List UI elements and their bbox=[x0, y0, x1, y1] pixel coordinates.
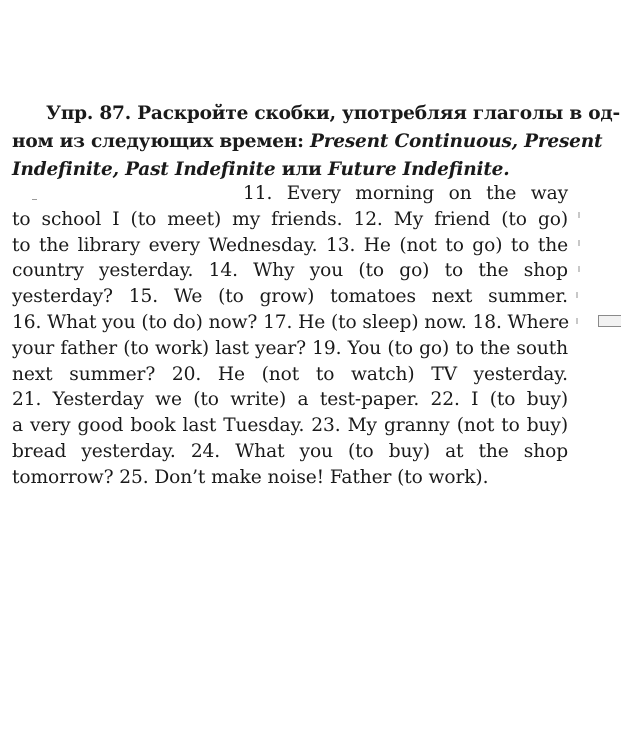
tense-indefinite-past: Indefinite, Past Indefinite bbox=[12, 159, 276, 180]
exercise-line: your father (to work) last year? 19. You (to go) to the south bbox=[12, 337, 568, 359]
heading-line-3 bbox=[12, 156, 578, 184]
margin-mark bbox=[576, 318, 578, 324]
exercise-line: to the library every Wednesday. 13. He (not to go) to the bbox=[12, 234, 568, 256]
exercise-line: 21. Yesterday we (to write) a test-paper. 22. I (to buy) bbox=[12, 389, 568, 411]
exercise-line: tomorrow? 25. Don’t make noise! Father (to work). bbox=[12, 466, 489, 488]
exercise-line: to school I (to meet) my friends. 12. My friend (to go) bbox=[12, 208, 568, 230]
heading-period: . bbox=[503, 159, 510, 180]
margin-mark bbox=[578, 240, 580, 246]
heading-line-1-text: Упр. 87. Раскройте скобки, употребляя глаголы в од- bbox=[46, 103, 621, 124]
heading-line-2 bbox=[12, 128, 603, 156]
exercise-line: yesterday? 15. We (to grow) tomatoes next summer. bbox=[12, 286, 568, 308]
exercise-line: bread yesterday. 24. What you (to buy) at the shop bbox=[12, 440, 568, 462]
heading-line-1 bbox=[12, 100, 621, 128]
exercise-line: a very good book last Tuesday. 23. My granny (not to buy) bbox=[12, 415, 568, 437]
exercise-line: country yesterday. 14. Why you (to go) to the shop bbox=[12, 260, 568, 282]
heading-or-word: или bbox=[275, 159, 328, 180]
page-edge-tab bbox=[598, 315, 621, 327]
margin-mark bbox=[578, 212, 580, 218]
exercise-line: 11. Every morning on the way bbox=[243, 183, 568, 204]
margin-mark bbox=[576, 292, 578, 298]
heading-line-2-text: ном из следующих времен: bbox=[12, 131, 311, 152]
tense-present-continuous: Present Continuous, Present bbox=[310, 131, 603, 152]
exercise-line: 16. What you (to do) now? 17. He (to sleep) now. 18. Where bbox=[12, 311, 570, 333]
tense-future-indefinite: Future Indefinite bbox=[327, 159, 504, 180]
exercise-heading bbox=[12, 100, 621, 184]
exercise-line: next summer? 20. He (not to watch) TV yesterday. bbox=[12, 363, 568, 385]
margin-mark bbox=[578, 266, 580, 272]
exercise-body bbox=[12, 181, 568, 491]
